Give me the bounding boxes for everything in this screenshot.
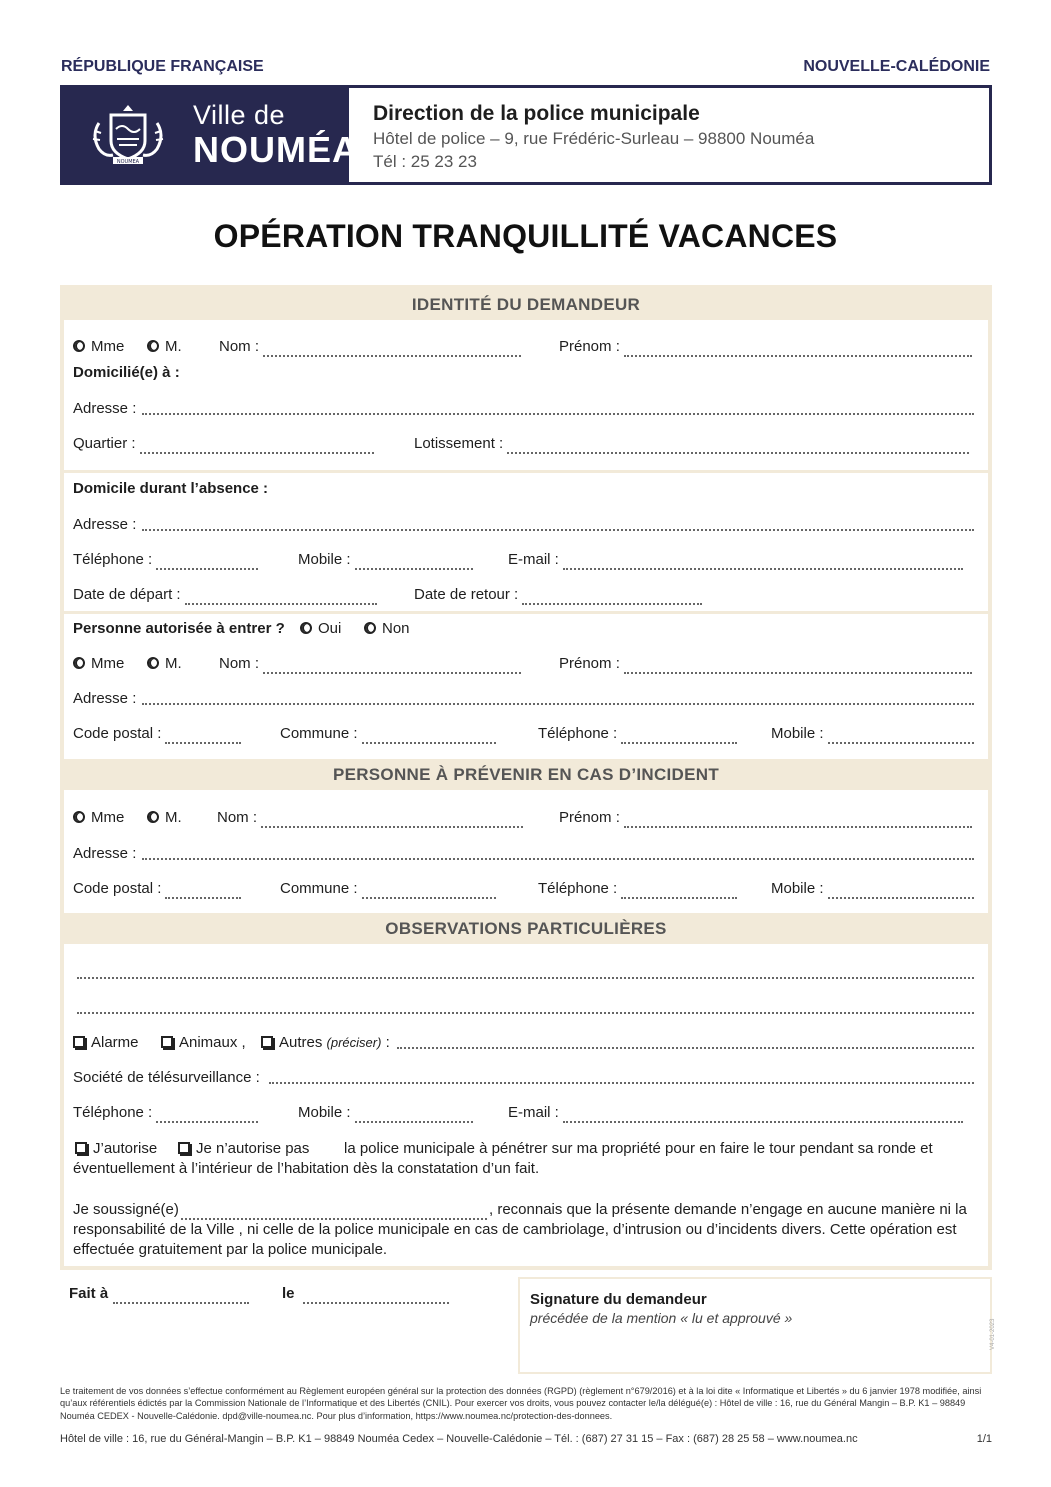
mobile-field[interactable] — [298, 550, 473, 570]
signature-title: Signature du demandeur — [530, 1291, 707, 1308]
row-soussigne — [73, 1200, 974, 1220]
prenom-dots — [624, 658, 972, 674]
section-header-prevenir: PERSONNE À PRÉVENIR EN CAS D’INCIDENT — [64, 759, 988, 790]
logo-line2: NOUMÉA — [193, 129, 359, 170]
telephone-field[interactable] — [538, 724, 737, 744]
radio-circle-icon — [73, 811, 85, 823]
mobile-dots — [828, 728, 974, 744]
row-dates — [73, 585, 974, 605]
radio-circle-icon — [73, 657, 85, 669]
soussigne-text-2: , reconnais que la présente demande n’engage en aucune manière ni la — [489, 1201, 967, 1218]
date-retour-label: Date de retour : — [414, 586, 519, 603]
adresse-label: Adresse : — [73, 400, 137, 417]
row-prevenir-contact — [73, 879, 974, 899]
prenom-field[interactable] — [559, 337, 972, 357]
quartier-field[interactable] — [73, 434, 374, 454]
telephone-field[interactable] — [538, 879, 737, 899]
crest-label: NOUMEA — [116, 159, 140, 165]
observation-line-1[interactable] — [73, 963, 974, 983]
autres-dots[interactable] — [397, 1033, 974, 1049]
direction-phone: Tél : 25 23 23 — [373, 152, 477, 171]
republique-label: RÉPUBLIQUE FRANÇAISE — [61, 58, 264, 75]
absence-title: Domicile durant l’absence : — [73, 480, 269, 497]
checkbox-icon — [178, 1142, 190, 1154]
le-label: le — [282, 1285, 295, 1302]
row-absence-contact — [73, 550, 974, 570]
jenautorise-label: Je n’autorise pas — [196, 1140, 310, 1157]
nom-label: Nom : — [219, 338, 260, 355]
observation-dots — [77, 963, 974, 979]
autorisee-question: Personne autorisée à entrer ? — [73, 620, 285, 637]
email-dots — [563, 1107, 963, 1123]
email-label: E-mail : — [508, 1104, 559, 1121]
checkbox-animaux-label: Animaux , — [179, 1034, 246, 1051]
adresse-field[interactable] — [73, 399, 974, 419]
radio-oui-label: Oui — [318, 620, 342, 637]
logo-text — [193, 102, 359, 168]
telephone-label: Téléphone : — [73, 1104, 153, 1121]
radio-circle-icon — [300, 622, 312, 634]
section-header-observations: OBSERVATIONS PARTICULIÈRES — [64, 913, 988, 944]
row-quartier — [73, 434, 974, 454]
adresse-label: Adresse : — [73, 845, 137, 862]
le-field[interactable] — [299, 1284, 449, 1304]
observation-line-2[interactable] — [73, 998, 974, 1018]
checkbox-autres[interactable] — [261, 1033, 390, 1053]
adresse-label: Adresse : — [73, 516, 137, 533]
telephone-dots — [621, 728, 737, 744]
row-autorisation — [73, 1139, 974, 1159]
checkbox-icon — [161, 1036, 173, 1048]
quartier-label: Quartier : — [73, 435, 136, 452]
row-autorisee-contact — [73, 724, 974, 744]
row-autorisee — [73, 619, 974, 639]
checkbox-autres-label: Autres — [279, 1034, 323, 1051]
direction-address: Hôtel de police – 9, rue Frédéric-Surleau – 98800 Nouméa — [373, 129, 815, 148]
adresse-dots — [142, 399, 974, 415]
fait-a-label: Fait à — [69, 1285, 109, 1302]
footer — [60, 1433, 992, 1445]
domicilie-label: Domicilié(e) à : — [73, 364, 180, 381]
nom-dots — [263, 658, 521, 674]
telephone-dots — [621, 883, 737, 899]
mobile-dots — [355, 1107, 473, 1123]
telephone-label: Téléphone : — [73, 551, 153, 568]
date-retour-field[interactable] — [414, 585, 702, 605]
radio-mme[interactable] — [73, 654, 124, 674]
nom-field[interactable] — [217, 808, 523, 828]
absence-adresse-field[interactable] — [73, 515, 974, 535]
row-autorisee-name — [73, 654, 974, 674]
code-postal-field[interactable] — [73, 879, 241, 899]
commune-field[interactable] — [280, 879, 496, 899]
autorisee-adresse-field[interactable] — [73, 689, 974, 709]
direction-box — [349, 88, 814, 182]
commune-label: Commune : — [280, 725, 358, 742]
soussigne-text-3: responsabilité de la Ville , ni celle de la police municipale en cas de cambriolage, d’intrusion ou d’incidents divers. Cette opération est — [73, 1221, 957, 1238]
logo-line1: Ville de — [193, 100, 286, 130]
prenom-label: Prénom : — [559, 338, 620, 355]
nom-label: Nom : — [217, 809, 258, 826]
radio-mme[interactable] — [73, 337, 124, 357]
radio-non-label: Non — [382, 620, 410, 637]
observation-dots — [77, 998, 974, 1014]
radio-circle-icon — [73, 340, 85, 352]
row-checkboxes — [73, 1033, 974, 1053]
soussigne-dots — [181, 1204, 487, 1220]
signature-subtitle: précédée de la mention « lu et approuvé » — [530, 1310, 793, 1326]
nom-dots — [261, 812, 523, 828]
telephone-dots — [156, 1107, 258, 1123]
row-obs-contact — [73, 1103, 974, 1123]
mobile-dots — [355, 554, 473, 570]
quartier-dots — [140, 438, 374, 454]
legal-notice: Le traitement de vos données s’effectue conformément au Règlement européen général sur la protection des données (RGPD) (règlement n°679/2016) et à la loi dite « Informatique et Libertés » du 6 janvier 1978 modifiée, ainsi qu’aux référentiels édictés par la Commission Nationale de l’Informatique et des Libertés (CNIL). Pour exercer vos droits, vous pouvez contacter le/la délégué(e) : Hôtel de ville : 16, rue du Général Mangin – B.P. K1 – 98849 Nouméa CEDEX - Nouvelle-Calédonie. dpd@ville-noumea.nc. Pour plus d’information, https://www.noumea.nc/protection-des-donnees. — [60, 1386, 982, 1421]
nom-label: Nom : — [219, 655, 260, 672]
radio-m-label: M. — [165, 809, 182, 826]
prenom-dots — [624, 341, 972, 357]
radio-mme-label: Mme — [91, 338, 125, 355]
email-field[interactable] — [508, 1103, 963, 1123]
signature-box[interactable] — [518, 1277, 992, 1374]
telephone-field[interactable] — [73, 1103, 258, 1123]
row-prevenir-name — [73, 808, 974, 828]
email-label: E-mail : — [508, 551, 559, 568]
mobile-label: Mobile : — [298, 551, 351, 568]
commune-label: Commune : — [280, 880, 358, 897]
radio-m-label: M. — [165, 338, 182, 355]
top-strip — [61, 58, 990, 80]
prenom-field[interactable] — [559, 808, 972, 828]
radio-circle-icon — [364, 622, 376, 634]
email-field[interactable] — [508, 550, 963, 570]
commune-dots — [362, 728, 496, 744]
radio-m[interactable] — [147, 808, 182, 828]
adresse-label: Adresse : — [73, 690, 137, 707]
city-logo — [63, 88, 359, 182]
code-postal-label: Code postal : — [73, 725, 162, 742]
mobile-field[interactable] — [298, 1103, 473, 1123]
mobile-dots — [828, 883, 974, 899]
fait-a-field[interactable] — [109, 1284, 249, 1304]
mobile-label: Mobile : — [771, 880, 824, 897]
page-title: OPÉRATION TRANQUILLITÉ VACANCES — [213, 218, 838, 254]
commune-field[interactable] — [280, 724, 496, 744]
radio-non[interactable] — [364, 619, 410, 639]
header — [60, 85, 992, 185]
date-depart-label: Date de départ : — [73, 586, 181, 603]
radio-m-label: M. — [165, 655, 182, 672]
date-retour-dots — [522, 589, 702, 605]
version-label: V4-01-2023 — [990, 1318, 996, 1350]
footer-address: Hôtel de ville : 16, rue du Général-Mangin – B.P. K1 – 98849 Nouméa Cedex – Nouvelle-Calédonie – Tél. : (687) 27 31 15 – Fax : (687) 28 25 58 – www.noumea.nc — [60, 1433, 858, 1445]
page-number: 1/1 — [976, 1433, 992, 1445]
checkbox-animaux[interactable] — [161, 1033, 246, 1053]
email-dots — [563, 554, 963, 570]
prenom-label: Prénom : — [559, 655, 620, 672]
nom-field[interactable] — [219, 337, 521, 357]
mobile-label: Mobile : — [771, 725, 824, 742]
preciser-label: (préciser) — [326, 1035, 382, 1050]
le-dots — [303, 1288, 449, 1304]
code-postal-dots — [165, 728, 241, 744]
code-postal-dots — [165, 883, 241, 899]
colon-label: : — [385, 1034, 390, 1051]
mobile-label: Mobile : — [298, 1104, 351, 1121]
adresse-dots — [142, 689, 974, 705]
prenom-dots — [624, 812, 972, 828]
fait-a-dots — [113, 1288, 249, 1304]
radio-mme-label: Mme — [91, 655, 125, 672]
city-crest-icon — [89, 101, 167, 169]
code-postal-label: Code postal : — [73, 880, 162, 897]
direction-title: Direction de la police municipale — [373, 102, 700, 125]
checkbox-icon — [261, 1036, 273, 1048]
nom-dots — [263, 341, 521, 357]
telephone-label: Téléphone : — [538, 725, 618, 742]
telesurveillance-dots — [269, 1068, 974, 1084]
soussigne-text-4: effectuée gratuitement par la police municipale. — [73, 1241, 388, 1258]
checkbox-alarme-label: Alarme — [91, 1034, 139, 1051]
telephone-label: Téléphone : — [538, 880, 618, 897]
soussigne-name-field[interactable] — [181, 1200, 487, 1220]
prevenir-adresse-field[interactable] — [73, 844, 974, 864]
radio-circle-icon — [147, 657, 159, 669]
adresse-dots — [142, 515, 974, 531]
checkbox-icon — [73, 1036, 85, 1048]
commune-dots — [362, 883, 496, 899]
radio-circle-icon — [147, 340, 159, 352]
adresse-dots — [142, 844, 974, 860]
prenom-label: Prénom : — [559, 809, 620, 826]
radio-m[interactable] — [147, 654, 182, 674]
lotissement-dots — [507, 438, 969, 454]
divider — [64, 470, 988, 473]
jautorise-label: J’autorise — [93, 1140, 158, 1157]
lotissement-field[interactable] — [414, 434, 969, 454]
date-depart-dots — [185, 589, 377, 605]
form — [60, 285, 992, 1270]
radio-mme-label: Mme — [91, 809, 125, 826]
autorisation-text-2: éventuellement à l’intérieur de l’habitation dès la constatation d’un fait. — [73, 1160, 540, 1177]
radio-mme[interactable] — [73, 808, 124, 828]
checkbox-jautorise[interactable] — [75, 1139, 157, 1159]
checkbox-icon — [75, 1142, 87, 1154]
soussigne-label: Je soussigné(e) — [73, 1201, 179, 1218]
telephone-field[interactable] — [73, 550, 258, 570]
radio-oui[interactable] — [300, 619, 341, 639]
checkbox-jenautorise[interactable] — [178, 1139, 309, 1159]
autorisation-text-1: la police municipale à pénétrer sur ma propriété pour en faire le tour pendant sa ronde et — [344, 1140, 933, 1157]
divider — [64, 611, 988, 614]
code-postal-field[interactable] — [73, 724, 241, 744]
section-header-identite: IDENTITÉ DU DEMANDEUR — [64, 289, 988, 320]
telesurveillance-label: Société de télésurveillance : — [73, 1069, 260, 1086]
radio-m[interactable] — [147, 337, 182, 357]
date-depart-field[interactable] — [73, 585, 377, 605]
checkbox-alarme[interactable] — [73, 1033, 139, 1053]
telephone-dots — [156, 554, 258, 570]
radio-circle-icon — [147, 811, 159, 823]
nom-field[interactable] — [219, 654, 521, 674]
prenom-field[interactable] — [559, 654, 972, 674]
territory-label: NOUVELLE-CALÉDONIE — [803, 58, 990, 75]
mobile-field[interactable] — [771, 724, 974, 744]
telesurveillance-field[interactable] — [73, 1068, 974, 1088]
row-demandeur-name — [73, 337, 974, 357]
lotissement-label: Lotissement : — [414, 435, 504, 452]
mobile-field[interactable] — [771, 879, 974, 899]
